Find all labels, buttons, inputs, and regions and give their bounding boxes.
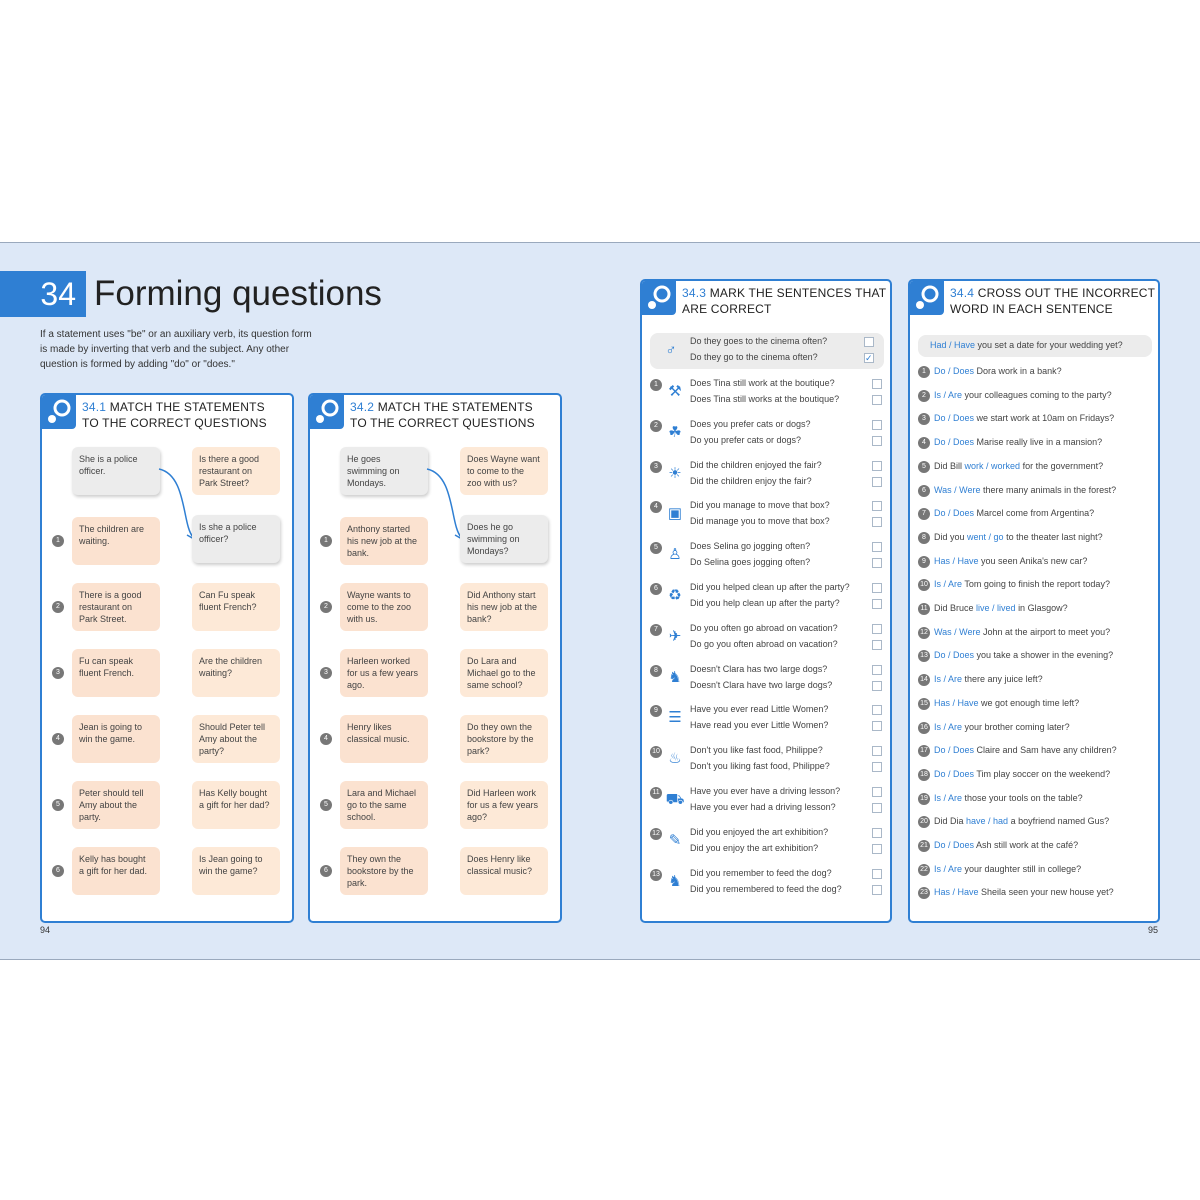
checkbox[interactable] — [872, 436, 882, 446]
checkbox[interactable] — [872, 665, 882, 675]
cinema-icon: ♂ — [665, 342, 677, 359]
checkbox[interactable] — [872, 599, 882, 609]
item-number-1: 1 — [52, 535, 64, 547]
item-number-17: 17 — [918, 745, 930, 757]
sentence-option: Did you help clean up after the party? — [690, 598, 840, 608]
sentence-option: Doesn't Clara have two large dogs? — [690, 679, 833, 690]
word-choice[interactable]: have / had — [966, 816, 1009, 827]
item-number-7: 7 — [918, 508, 930, 520]
checkbox[interactable] — [872, 477, 882, 487]
checkbox[interactable] — [872, 640, 882, 650]
word-choice[interactable]: Do / Does — [934, 366, 975, 376]
sentence-end: Tom going to finish the report today? — [964, 579, 1110, 590]
sentence-end: your daughter still in college? — [964, 863, 1082, 874]
item-number-10: 10 — [918, 579, 930, 591]
item-number-7: 7 — [650, 624, 662, 636]
sentence-option: Doesn't Clara has two large dogs? — [690, 663, 828, 674]
sentence-row — [934, 697, 1079, 710]
item-number-21: 21 — [918, 840, 930, 852]
sentence-option: Did the children enjoy the fair? — [690, 475, 812, 486]
book-icon: ☰ — [668, 709, 682, 727]
word-choice[interactable]: Has / Have — [934, 697, 979, 708]
sentence-option: Did you enjoy the art exhibition? — [690, 842, 819, 853]
item-number-6: 6 — [320, 865, 332, 877]
sentence-row — [934, 460, 1103, 473]
sentence-end: you seen Anika's new car? — [981, 555, 1088, 566]
sentence-row — [934, 626, 1110, 639]
sentence-row — [934, 886, 1114, 899]
chapter-number: 34 — [0, 271, 86, 317]
exercise-gear-icon — [42, 395, 76, 429]
sentence-row — [934, 649, 1113, 662]
sentence-start: Did Bill — [934, 460, 963, 471]
sentence-option: Does Tina still work at the boutique? — [690, 378, 835, 388]
checkbox-checked: ✓ — [865, 353, 873, 363]
example-statement-card: He goes swimming on Mondays. — [340, 447, 428, 495]
word-choice[interactable]: Do / Does — [934, 840, 975, 850]
sentence-end: you take a shower in the evening? — [976, 650, 1114, 661]
word-choice[interactable]: Is / Are — [934, 721, 963, 732]
exercise-34-3-panel — [640, 279, 892, 923]
word-choice[interactable]: Do / Does — [934, 437, 975, 448]
word-choice[interactable]: Was / Were — [934, 626, 981, 637]
exercise-title: 34.2 MATCH THE STATEMENTS TO THE CORRECT QUESTIONS — [350, 400, 535, 430]
sentence-option: Do Selina goes jogging often? — [690, 557, 811, 568]
sentence-row — [934, 412, 1114, 425]
item-number-13: 13 — [918, 650, 930, 662]
exercise-title: 34.3 MARK THE SENTENCES THAT ARE CORRECT — [682, 286, 887, 316]
item-number-3: 3 — [650, 461, 662, 473]
item-number-5: 5 — [320, 799, 332, 811]
statement-card[interactable]: Jean is going to win the game. — [72, 715, 160, 763]
checkbox[interactable] — [872, 681, 882, 691]
exercise-34-2-panel — [308, 393, 562, 923]
sentence-row — [934, 768, 1110, 781]
sentence-end: there many animals in the forest? — [983, 484, 1117, 495]
fair-icon: ☀ — [668, 464, 682, 482]
exercise-gear-icon — [642, 281, 676, 315]
sentence-end: we start work at 10am on Fridays? — [976, 413, 1115, 424]
sentence-end: your colleagues coming to the party? — [964, 389, 1112, 400]
item-number-6: 6 — [918, 485, 930, 497]
box-icon: ▣ — [667, 505, 683, 523]
word-choice[interactable]: Has / Have — [934, 887, 979, 898]
item-number-16: 16 — [918, 722, 930, 734]
sentence-start: Did Bruce — [934, 603, 974, 613]
sentence-end: there any juice left? — [964, 674, 1043, 685]
sentence-end: in Glasgow? — [1018, 603, 1068, 613]
sentence-row — [934, 389, 1112, 402]
item-number-1: 1 — [650, 379, 662, 391]
cleaning-icon: ♻ — [668, 587, 682, 604]
sentence-option: Do you prefer cats or dogs? — [690, 434, 802, 445]
question-card[interactable]: Do they own the bookstore by the park? — [460, 715, 548, 763]
word-choice[interactable]: Is / Are — [934, 389, 963, 400]
exercise-title: 34.4 CROSS OUT THE INCORRECT WORD IN EACH SENTENCE — [950, 286, 1156, 316]
word-choice[interactable]: went / go — [967, 531, 1004, 542]
word-choice[interactable]: Do / Does — [934, 745, 975, 756]
item-number-12: 12 — [918, 627, 930, 639]
sentence-end: to the theater last night? — [1006, 531, 1103, 542]
sentence-end: we got enough time left? — [981, 697, 1080, 708]
item-number-13: 13 — [650, 869, 662, 881]
item-number-6: 6 — [650, 583, 662, 595]
statement-card[interactable]: The children are waiting. — [72, 517, 160, 565]
statement-card[interactable]: Harleen worked for us a few years ago. — [340, 649, 428, 697]
item-number-18: 18 — [918, 769, 930, 781]
word-choice[interactable]: Is / Are — [934, 863, 963, 874]
word-choice[interactable]: Is / Are — [934, 792, 963, 803]
sentence-option: Have you ever had a driving lesson? — [690, 802, 836, 812]
checkbox[interactable] — [872, 803, 882, 813]
checkbox[interactable] — [872, 705, 882, 715]
sentence-option: Have read you ever Little Women? — [690, 720, 829, 731]
statement-card[interactable]: Lara and Michael go to the same school. — [340, 781, 428, 829]
example-question-card: Does he go swimming on Mondays? — [460, 515, 548, 563]
sentence-end: a boyfriend named Gus? — [1010, 816, 1110, 827]
exercise-34-1-panel — [40, 393, 294, 923]
checkbox[interactable] — [872, 721, 882, 731]
word-choice[interactable]: work / worked — [964, 460, 1021, 471]
dogs-icon: ♞ — [668, 668, 682, 686]
checkbox[interactable] — [872, 420, 882, 430]
item-number-20: 20 — [918, 816, 930, 828]
question-card[interactable]: Is Jean going to win the game? — [192, 847, 280, 895]
item-number-8: 8 — [650, 665, 662, 677]
question-card[interactable]: Does Wayne want to come to the zoo with us? — [460, 447, 548, 495]
sentence-row — [934, 555, 1087, 568]
word-choice[interactable]: Do / Does — [934, 413, 975, 424]
word-choice[interactable]: Has / Have — [934, 555, 979, 566]
jogging-icon: ♙ — [668, 546, 682, 564]
shop-icon: ⚒ — [668, 383, 682, 400]
item-number-11: 11 — [918, 603, 930, 615]
checkbox[interactable] — [872, 762, 882, 772]
statement-card[interactable]: Kelly has bought a gift for her dad. — [72, 847, 160, 895]
example-sentence: Do they goes to the cinema often? — [690, 336, 828, 346]
sentence-start: Did you — [934, 531, 965, 542]
checkbox[interactable] — [872, 461, 882, 471]
dog-feeding-icon: ♞ — [668, 872, 682, 890]
checkbox — [864, 337, 874, 347]
item-number-14: 14 — [918, 674, 930, 686]
sentence-row — [934, 436, 1102, 449]
item-number-19: 19 — [918, 793, 930, 805]
statement-card[interactable]: Henry likes classical music. — [340, 715, 428, 763]
word-choice[interactable]: Is / Are — [934, 674, 963, 685]
checkbox[interactable] — [872, 583, 882, 593]
question-card[interactable]: Should Peter tell Amy about the party? — [192, 715, 280, 763]
example-statement-card: She is a police officer. — [72, 447, 160, 495]
sentence-end: John at the airport to meet you? — [983, 626, 1111, 637]
sentence-option: Did you manage to move that box? — [690, 500, 830, 511]
question-card[interactable]: Do Lara and Michael go to the same school? — [460, 649, 548, 697]
book-spread — [0, 242, 1200, 960]
question-card[interactable]: Has Kelly bought a gift for her dad? — [192, 781, 280, 829]
item-number-4: 4 — [52, 733, 64, 745]
word-choice[interactable]: Do / Does — [934, 768, 975, 779]
checkbox[interactable] — [872, 558, 882, 568]
sentence-option: Did manage you to move that box? — [690, 516, 830, 527]
statement-card[interactable]: Peter should tell Amy about the party. — [72, 781, 160, 829]
sentence-row — [934, 839, 1078, 852]
item-number-2: 2 — [320, 601, 332, 613]
checkbox[interactable] — [872, 828, 882, 838]
example-arrow — [425, 465, 465, 545]
item-number-15: 15 — [918, 698, 930, 710]
item-number-12: 12 — [650, 828, 662, 840]
food-icon: ♨ — [668, 750, 682, 768]
checkbox[interactable] — [872, 885, 882, 895]
question-card[interactable]: Did Anthony start his new job at the bank? — [460, 583, 548, 631]
item-number-6: 6 — [52, 865, 64, 877]
page-number-left: 94 — [40, 925, 51, 935]
checkbox[interactable] — [872, 542, 882, 552]
sentence-end: Ash still work at the café? — [976, 840, 1079, 850]
question-card[interactable]: Is there a good restaurant on Park Street? — [192, 447, 280, 495]
sentence-end: your brother coming later? — [964, 721, 1070, 732]
item-number-9: 9 — [918, 556, 930, 568]
item-number-3: 3 — [52, 667, 64, 679]
example-question-card: Is she a police officer? — [192, 515, 280, 563]
checkbox[interactable] — [872, 869, 882, 879]
sentence-option: Does Tina still works at the boutique? — [690, 394, 840, 404]
sentence-row — [934, 484, 1116, 497]
item-number-4: 4 — [918, 437, 930, 449]
word-choice[interactable]: Do / Does — [934, 650, 975, 661]
question-card[interactable]: Are the children waiting? — [192, 649, 280, 697]
checkbox[interactable] — [872, 379, 882, 389]
sentence-row — [934, 365, 1062, 378]
checkbox[interactable] — [872, 395, 882, 405]
statement-card[interactable]: Anthony started his new job at the bank. — [340, 517, 428, 565]
checkbox[interactable] — [872, 501, 882, 511]
item-number-22: 22 — [918, 864, 930, 876]
exercise-title: 34.1 MATCH THE STATEMENTS TO THE CORRECT QUESTIONS — [82, 400, 267, 430]
travel-icon: ✈ — [668, 627, 682, 645]
sentence-option: Did you helped clean up after the party? — [690, 582, 850, 592]
statement-card[interactable]: Wayne wants to come to the zoo with us. — [340, 583, 428, 631]
sentence-row — [934, 863, 1081, 876]
sentence-end: Dora work in a bank? — [976, 366, 1062, 376]
sentence-row — [934, 578, 1110, 591]
sentence-row — [934, 721, 1070, 734]
sentence-end: Marise really live in a mansion? — [976, 437, 1103, 448]
word-choice[interactable]: Is / Are — [934, 579, 963, 590]
sentence-row — [934, 507, 1094, 520]
item-number-23: 23 — [918, 887, 930, 899]
checkbox[interactable] — [872, 624, 882, 634]
exercise-34-4-panel — [908, 279, 1160, 923]
statement-card[interactable]: There is a good restaurant on Park Street. — [72, 583, 160, 631]
sentence-end: Tim play soccer on the weekend? — [976, 768, 1111, 779]
item-number-3: 3 — [320, 667, 332, 679]
art-icon: ✎ — [668, 831, 682, 849]
statement-card[interactable]: Fu can speak fluent French. — [72, 649, 160, 697]
sentence-end: Sheila seen your new house yet? — [981, 887, 1114, 898]
sentence-start: Did Dia — [934, 816, 964, 827]
sentence-option: Have you ever have a driving lesson? — [690, 786, 841, 796]
sentence-end: Claire and Sam have any children? — [976, 745, 1117, 756]
sentence-end: those your tools on the table? — [964, 792, 1083, 803]
page-number-right: 95 — [1148, 925, 1159, 935]
exercise-gear-icon — [310, 395, 344, 429]
sentence-option: Does you prefer cats or dogs? — [690, 418, 811, 429]
sentence-option: Don't you like fast food, Philippe? — [690, 745, 823, 756]
sentence-row — [934, 673, 1043, 686]
item-number-8: 8 — [918, 532, 930, 544]
sentence-row — [934, 531, 1103, 544]
sentence-option: Don't you liking fast food, Philippe? — [690, 761, 830, 772]
question-card[interactable]: Can Fu speak fluent French? — [192, 583, 280, 631]
sentence-option: Did the children enjoyed the fair? — [690, 459, 822, 470]
item-number-4: 4 — [320, 733, 332, 745]
sentence-option: Did you remember to feed the dog? — [690, 867, 832, 878]
sentence-row — [934, 792, 1083, 805]
sentence-end: for the government? — [1022, 460, 1104, 471]
sentence-row — [934, 744, 1117, 757]
pets-icon: ☘ — [668, 423, 682, 441]
item-number-9: 9 — [650, 705, 662, 717]
question-card[interactable]: Does Henry like classical music? — [460, 847, 548, 895]
checkbox[interactable] — [872, 746, 882, 756]
checkbox[interactable] — [872, 517, 882, 527]
item-number-1: 1 — [918, 366, 930, 378]
checkbox[interactable] — [872, 787, 882, 797]
sentence-option: Do go you often abroad on vacation? — [690, 638, 838, 649]
item-number-3: 3 — [918, 413, 930, 425]
exercise-gear-icon — [910, 281, 944, 315]
statement-card[interactable]: They own the bookstore by the park. — [340, 847, 428, 895]
sentence-row — [934, 815, 1109, 828]
car-icon: ⛟ — [665, 791, 685, 808]
sentence-option: Do you often go abroad on vacation? — [690, 622, 838, 633]
question-card[interactable]: Did Harleen work for us a few years ago? — [460, 781, 548, 829]
intro-text: If a statement uses "be" or an auxiliary verb, its question form is made by inverting that verb and the subject. Any other question is formed by adding "do" or "does." — [40, 329, 312, 370]
item-number-5: 5 — [918, 461, 930, 473]
sentence-option: Did you remembered to feed the dog? — [690, 883, 842, 894]
example-sentence: Do they go to the cinema often? — [690, 352, 818, 362]
item-number-2: 2 — [52, 601, 64, 613]
word-choice[interactable]: Was / Were — [934, 484, 981, 495]
item-number-10: 10 — [650, 746, 662, 758]
item-number-1: 1 — [320, 535, 332, 547]
word-choice[interactable]: Do / Does — [934, 508, 975, 519]
item-number-11: 11 — [650, 787, 662, 799]
example-sentence: Had / Have you set a date for your wedding yet? — [930, 340, 1123, 350]
word-choice[interactable]: live / lived — [976, 603, 1016, 613]
item-number-5: 5 — [52, 799, 64, 811]
item-number-2: 2 — [918, 390, 930, 402]
item-number-2: 2 — [650, 420, 662, 432]
chapter-title: Forming questions — [94, 274, 382, 313]
sentence-option: Have you ever read Little Women? — [690, 704, 829, 715]
item-number-4: 4 — [650, 501, 662, 513]
checkbox[interactable] — [872, 844, 882, 854]
example-arrow — [157, 465, 197, 545]
sentence-option: Does Selina go jogging often? — [690, 541, 811, 552]
sentence-end: Marcel come from Argentina? — [976, 508, 1095, 519]
sentence-option: Did you enjoyed the art exhibition? — [690, 826, 829, 837]
sentence-row — [934, 602, 1068, 615]
item-number-5: 5 — [650, 542, 662, 554]
